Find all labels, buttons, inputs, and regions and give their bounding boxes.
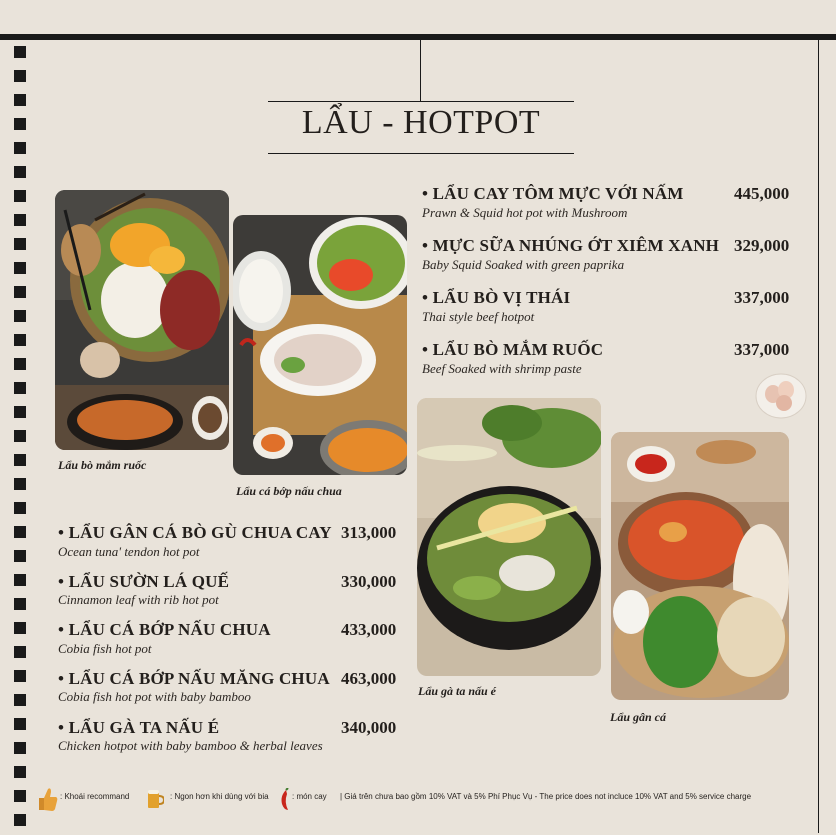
menu-item-name: • LẨU GÂN CÁ BÒ GÙ CHUA CAY: [58, 523, 332, 542]
legend-recommend: : Khoái recommand: [60, 792, 130, 801]
menu-item-price: 463,000: [341, 669, 397, 688]
menu-item-desc: Ocean tuna' tendon hot pot: [58, 544, 200, 559]
legend-price-note: | Giá trên chưa bao gồm 10% VAT và 5% Phí Phục Vụ - The price does not incluce 10% VAT and 5% service charge: [340, 792, 752, 801]
menu-item-name: • LẨU CÁ BỚP NẤU MĂNG CHUA: [58, 669, 330, 688]
menu-item-price: 330,000: [341, 572, 397, 591]
right-margin-line: [818, 40, 819, 833]
menu-item-price: 337,000: [734, 340, 790, 359]
photo-lau-gan-ca: [611, 432, 789, 700]
title-bottom-rule: [268, 153, 574, 154]
menu-item-name: • LẨU GÀ TA NẤU É: [58, 718, 220, 737]
title-connector-line: [420, 40, 421, 102]
menu-item-name: • LẨU CÁ BỚP NẤU CHUA: [58, 620, 271, 639]
menu-item-desc: Cobia fish hot pot with baby bamboo: [58, 689, 251, 704]
photo-lau-bo-mam-ruoc: [55, 190, 229, 450]
menu-item-desc: Beef Soaked with shrimp paste: [422, 361, 582, 376]
menu-item-name: • LẨU BÒ MẮM RUỐC: [422, 340, 604, 359]
menu-item-price: 445,000: [734, 184, 790, 203]
garlic-image: [754, 370, 808, 420]
top-border: [0, 34, 836, 40]
menu-item-desc: Chicken hotpot with baby bamboo & herbal leaves: [58, 738, 323, 753]
chili-icon: [278, 788, 292, 812]
menu-item-desc: Prawn & Squid hot pot with Mushroom: [422, 205, 628, 220]
menu-item-desc: Baby Squid Soaked with green paprika: [422, 257, 625, 272]
photo-lau-ca-bop-nau-chua: [233, 215, 407, 475]
menu-item-price: 313,000: [341, 523, 397, 542]
beer-mug-icon: [146, 788, 164, 810]
menu-item-price: 329,000: [734, 236, 790, 255]
photo-caption: Lẩu cá bớp nấu chua: [236, 484, 342, 498]
menu-item-price: 340,000: [341, 718, 397, 737]
menu-item-name: • LẨU CAY TÔM MỰC VỚI NẤM: [422, 184, 684, 203]
photo-caption: Lẩu bò mắm ruốc: [58, 458, 147, 472]
photo-lau-ga-ta-nau-e: [417, 398, 601, 676]
photo-caption: Lẩu gà ta nấu é: [418, 684, 497, 698]
menu-item-price: 433,000: [341, 620, 397, 639]
menu-item-name: • LẨU BÒ VỊ THÁI: [422, 288, 571, 307]
menu-item-desc: Cobia fish hot pot: [58, 641, 152, 656]
legend-beer: : Ngon hơn khi dùng với bia: [170, 792, 269, 801]
menu-item-price: 337,000: [734, 288, 790, 307]
menu-item-name: • LẨU SƯỜN LÁ QUẾ: [58, 572, 230, 591]
menu-item-name: • MỰC SỮA NHÚNG ỚT XIÊM XANH: [422, 236, 720, 255]
page-title: LẨU - HOTPOT: [301, 104, 541, 141]
title-top-rule: [268, 101, 574, 102]
menu-item-desc: Thai style beef hotpot: [422, 309, 535, 324]
thumbs-up-icon: [38, 786, 58, 812]
photo-caption: Lẩu gân cá: [610, 710, 667, 724]
menu-item-desc: Cinnamon leaf with rib hot pot: [58, 592, 219, 607]
legend-spicy: : món cay: [292, 792, 327, 801]
